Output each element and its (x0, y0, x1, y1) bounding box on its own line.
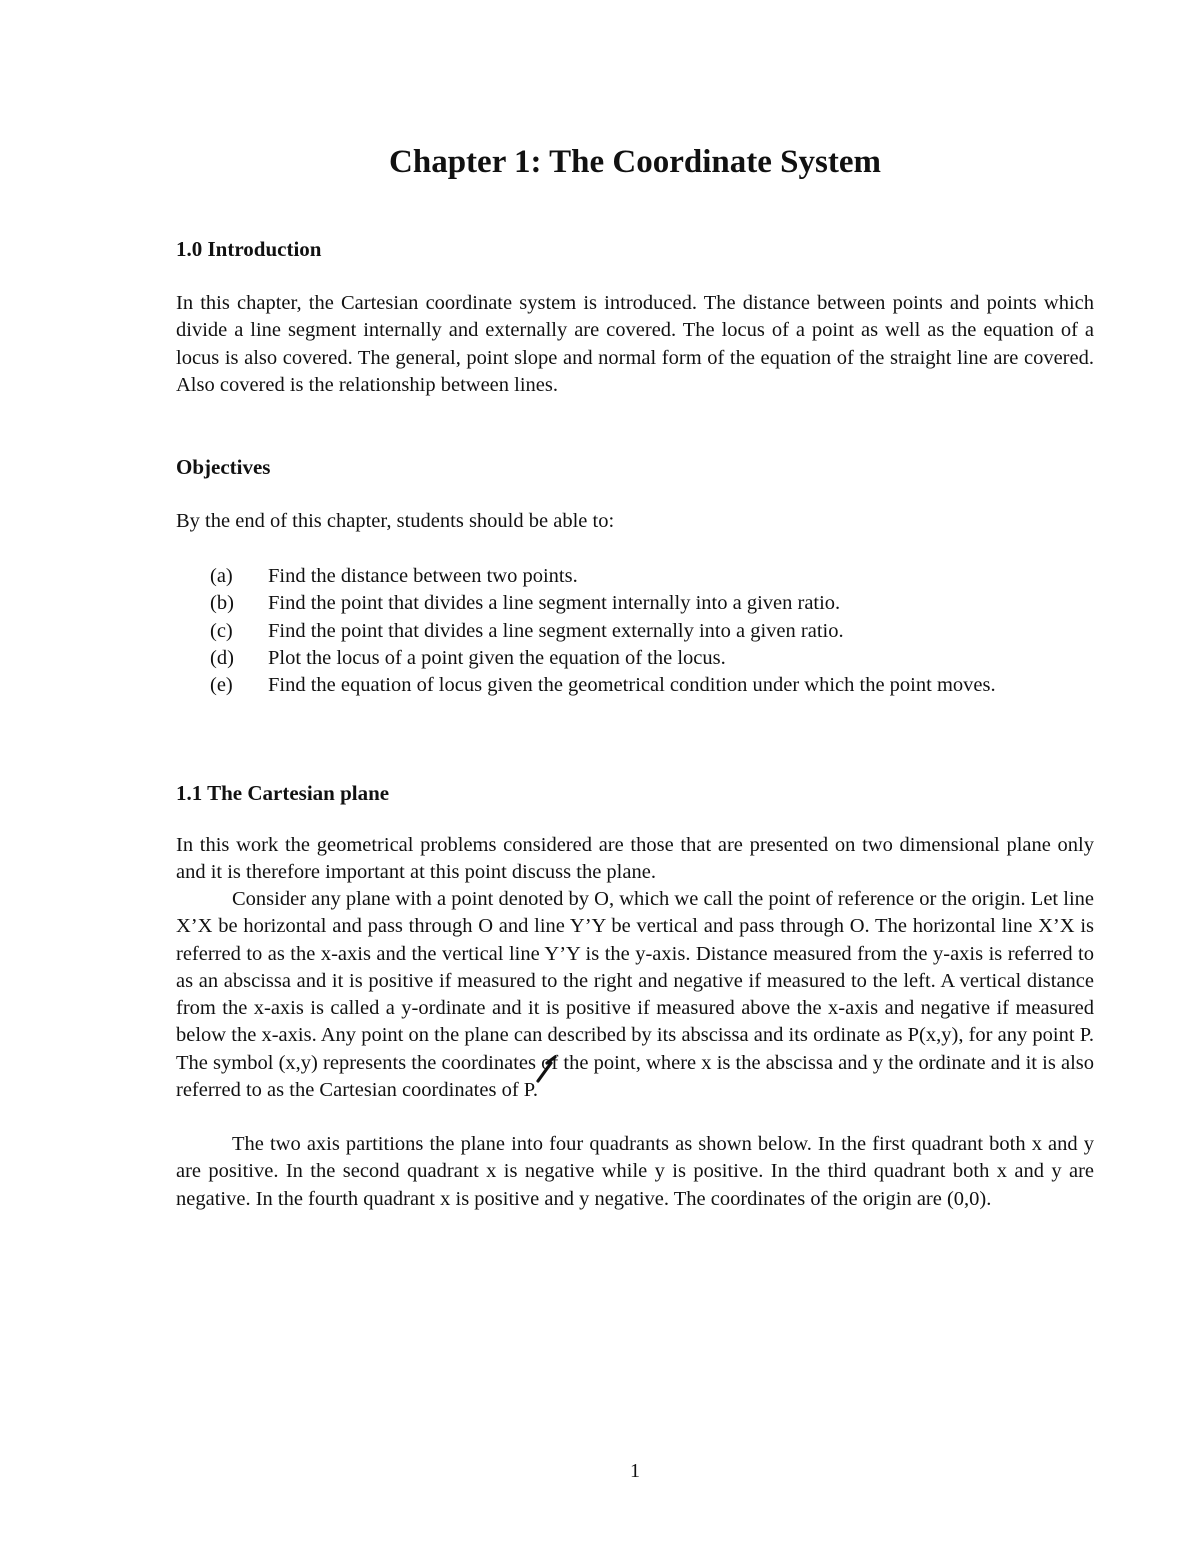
objective-letter: (e) (210, 674, 233, 697)
intro-heading: 1.0 Introduction (176, 237, 322, 261)
intro-paragraph: In this chapter, the Cartesian coordinate system is introduced. The distance between points and points which divide a line segment internally and externally are covered. The locus of a point as well as the equation of a locus is also covered. The general, point slope and normal form of the equation of the straight line are covered. Also covered is the relationship between lines. (176, 292, 1094, 396)
objective-text: Find the point that divides a line segment externally into a given ratio. (268, 619, 844, 642)
objective-item (210, 618, 1094, 645)
objective-item (210, 590, 1094, 617)
cartesian-paragraph-1: In this work the geometrical problems considered are those that are presented on two dimensional plane only and it is therefore important at this point discuss the plane. (176, 834, 1094, 884)
cartesian-paragraph-2: Consider any plane with a point denoted by O, which we call the point of reference or the origin. Let line X’X be horizontal and pass through O and line Y’Y be vertical and pass through O. The horizontal line X’X is referred to as the x-axis and the vertical line Y’Y is the y-axis. Distance measured from the y-axis is referred to as an abscissa and it is positive if measured to the right and negative if measured to the left. A vertical distance from the x-axis is called a y-ordinate and it is positive if measured above the x-axis and negative if measured below the x-axis. Any point on the plane can described by its abscissa and its ordinate as P(x,y), for any point P. The symbol (x,y) represents the coordinates of the point, where x is the abscissa and y the ordinate and it is also referred to as the Cartesian coordinates of P. (176, 888, 1094, 1102)
page-number: 1 (630, 1460, 640, 1482)
cartesian-paragraph-3: The two axis partitions the plane into four quadrants as shown below. In the first quadrant both x and y are positive. In the second quadrant x is negative while y is positive. In the third quadrant both x and y are negative. In the fourth quadrant x is positive and y negative. The coordinates of the origin are (0,0). (176, 1133, 1094, 1210)
objective-text: Find the distance between two points. (268, 565, 578, 587)
objectives-lead: By the end of this chapter, students should be able to: (176, 510, 615, 532)
chapter-title: Chapter 1: The Coordinate System (389, 144, 881, 180)
cartesian-heading: 1.1 The Cartesian plane (176, 781, 390, 805)
objective-item (210, 672, 1094, 699)
objective-text: Plot the locus of a point given the equation of the locus. (268, 646, 726, 669)
objective-letter: (c) (210, 619, 233, 642)
objective-item (210, 563, 1094, 590)
objective-item (210, 645, 1094, 672)
objective-text: Find the equation of locus given the geometrical condition under which the point moves. (268, 674, 996, 697)
objective-letter: (a) (210, 565, 233, 587)
document-page (176, 0, 1094, 1553)
objective-text: Find the point that divides a line segment internally into a given ratio. (268, 592, 841, 615)
objectives-list (210, 563, 1094, 699)
pen-mark-icon (535, 1053, 565, 1083)
objectives-heading: Objectives (176, 455, 271, 479)
objective-letter: (d) (210, 646, 234, 669)
objective-letter: (b) (210, 592, 234, 615)
